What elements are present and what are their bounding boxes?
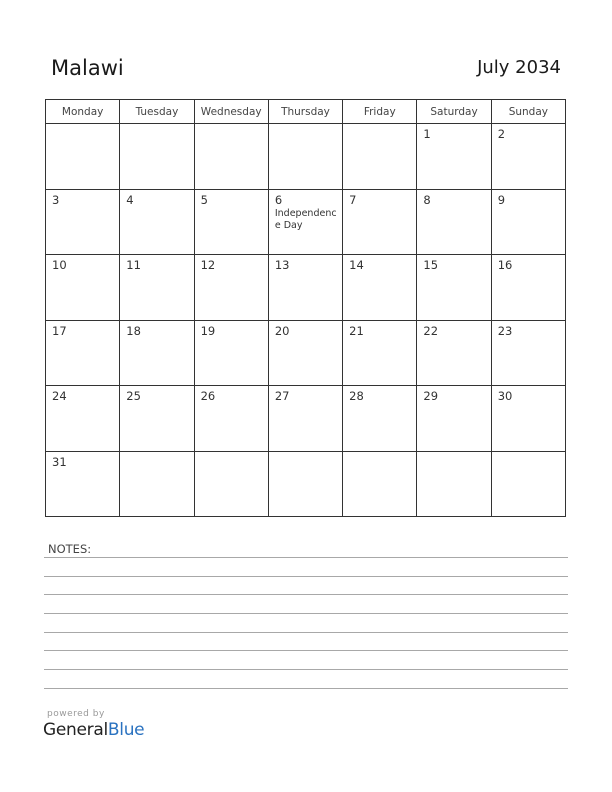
day-cell — [268, 255, 342, 321]
day-cell — [46, 320, 120, 386]
brand-blue-text: Blue — [107, 720, 145, 740]
day-cell — [194, 320, 268, 386]
note-line — [44, 632, 568, 633]
day-cell — [417, 124, 491, 190]
calendar-grid — [45, 99, 566, 517]
day-cell — [491, 255, 565, 321]
day-number — [343, 124, 416, 128]
day-cell — [194, 124, 268, 190]
day-number: 12 — [200, 258, 216, 272]
week-row — [46, 451, 566, 517]
day-number: 9 — [497, 192, 506, 207]
day-cell — [194, 451, 268, 517]
week-row — [46, 320, 566, 386]
day-cell — [417, 255, 491, 321]
day-cell — [268, 320, 342, 386]
day-number: 17 — [52, 323, 67, 338]
weekday-header: Sunday — [491, 100, 565, 124]
note-line — [44, 669, 568, 670]
day-cell — [46, 255, 120, 321]
generalblue-logo[interactable] — [43, 720, 144, 740]
day-cell — [120, 386, 194, 452]
day-number — [120, 124, 193, 128]
note-line — [44, 613, 568, 614]
powered-by-text: powered by — [47, 709, 105, 719]
day-cell — [343, 255, 417, 321]
notes-label: NOTES: — [48, 542, 92, 556]
day-number: 24 — [52, 389, 67, 403]
day-cell — [491, 189, 565, 255]
day-number: 15 — [423, 258, 439, 272]
note-line — [44, 576, 568, 577]
day-number: 13 — [274, 258, 290, 272]
week-row — [46, 386, 566, 452]
day-number — [269, 124, 342, 128]
day-cell — [194, 255, 268, 321]
month-year-title: July 2034 — [477, 57, 561, 78]
day-cell — [491, 386, 565, 452]
week-row — [46, 189, 566, 255]
day-number: 29 — [423, 389, 439, 403]
day-cell — [268, 451, 342, 517]
day-cell — [343, 189, 417, 255]
day-cell — [491, 320, 565, 386]
weekday-header: Friday — [343, 100, 417, 124]
brand-general-text: General — [43, 720, 108, 740]
day-number: 22 — [423, 323, 439, 338]
day-cell — [491, 451, 565, 517]
day-number: 2 — [497, 127, 506, 141]
day-cell — [46, 451, 120, 517]
day-cell — [343, 451, 417, 517]
day-number: 8 — [423, 192, 431, 207]
week-row — [46, 124, 566, 190]
day-number — [195, 452, 268, 456]
country-title: Malawi — [51, 56, 124, 80]
day-number — [343, 452, 416, 456]
day-cell — [268, 124, 342, 190]
day-cell — [46, 386, 120, 452]
note-line — [44, 557, 568, 558]
day-number: 20 — [274, 323, 290, 338]
day-number — [195, 124, 268, 128]
day-number: 10 — [52, 258, 67, 272]
day-number: 4 — [126, 192, 134, 207]
day-cell — [194, 386, 268, 452]
day-cell — [120, 189, 194, 255]
weekday-header: Monday — [46, 100, 120, 124]
day-number: 27 — [274, 389, 290, 403]
weekday-header-row — [46, 100, 566, 124]
day-number: 3 — [52, 192, 60, 207]
day-cell — [417, 451, 491, 517]
day-cell — [46, 124, 120, 190]
day-cell — [120, 255, 194, 321]
note-line — [44, 650, 568, 651]
day-number — [417, 452, 490, 456]
day-number: 25 — [126, 389, 141, 403]
day-number: 26 — [200, 389, 216, 403]
day-number: 16 — [497, 258, 513, 272]
day-cell — [343, 386, 417, 452]
note-line — [44, 594, 568, 595]
day-cell — [417, 320, 491, 386]
day-number: 19 — [200, 323, 216, 338]
day-number: 18 — [126, 323, 141, 338]
day-cell — [268, 189, 342, 255]
day-cell — [343, 124, 417, 190]
day-cell — [120, 451, 194, 517]
day-number: 7 — [349, 192, 357, 207]
day-cell — [120, 320, 194, 386]
day-number: 28 — [349, 389, 364, 403]
weekday-header: Saturday — [417, 100, 491, 124]
day-number: 31 — [52, 454, 67, 469]
day-number — [492, 452, 565, 456]
day-cell — [343, 320, 417, 386]
day-number: 5 — [200, 192, 208, 207]
day-number — [46, 124, 119, 128]
weekday-header: Tuesday — [120, 100, 194, 124]
day-number: 23 — [497, 323, 513, 338]
holiday-label: Independence Day — [274, 207, 337, 231]
day-cell — [46, 189, 120, 255]
day-number: 11 — [126, 258, 141, 272]
day-number: 30 — [497, 389, 513, 403]
day-number — [120, 452, 193, 456]
day-cell — [491, 124, 565, 190]
day-number: 6 — [274, 192, 283, 207]
weekday-header: Thursday — [268, 100, 342, 124]
day-cell — [120, 124, 194, 190]
note-line — [44, 688, 568, 689]
day-number — [269, 452, 342, 456]
day-cell — [417, 189, 491, 255]
day-cell — [268, 386, 342, 452]
week-row — [46, 255, 566, 321]
day-number: 1 — [423, 127, 431, 141]
day-cell — [194, 189, 268, 255]
weekday-header: Wednesday — [194, 100, 268, 124]
day-number: 21 — [349, 323, 364, 338]
day-cell — [417, 386, 491, 452]
day-number: 14 — [349, 258, 364, 272]
